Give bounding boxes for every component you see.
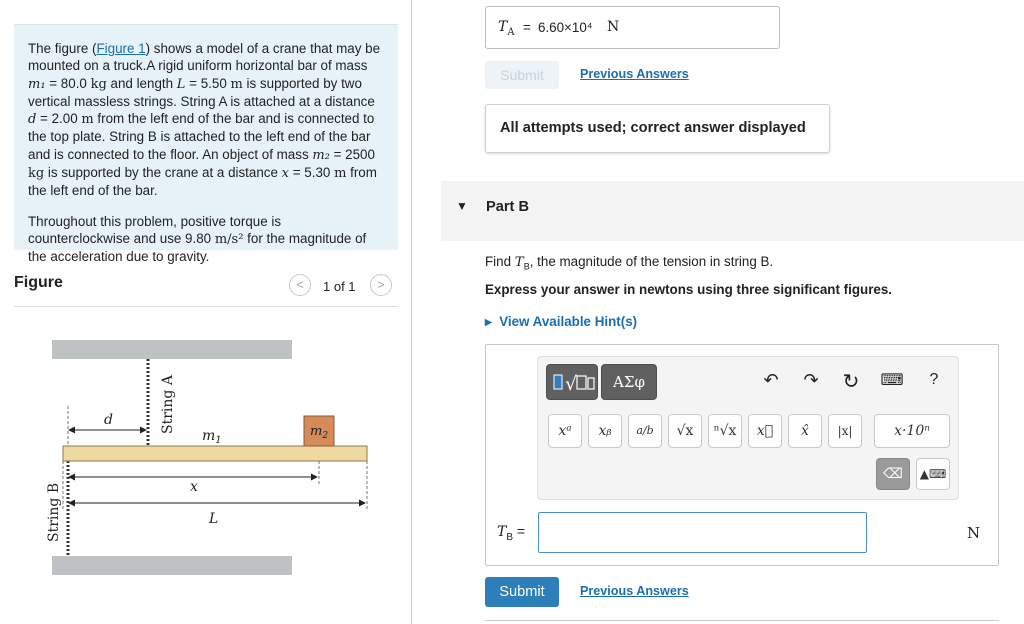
undo-icon[interactable]: ↶ <box>763 370 779 390</box>
label-x: x <box>190 479 198 495</box>
part-a-previous-answers-link[interactable]: Previous Answers <box>580 67 689 81</box>
sci-notation-button[interactable]: x·10ⁿ <box>874 414 950 448</box>
problem-paragraph-1: The figure (Figure 1) shows a model of a crane that may be mounted on a truck.A rigid uniform horizontal bar of mass m₁ = 80.0 kg and length L = 5.50 m is supported by two vertical massless strings. String A is attached at a distance d = 2.00 m from the left end of the bar and is connected to the top plate. String B is attached to the left end of the bar and is connected to the floor. An object of mass m₂ = 2500 kg is supported by the crane at a distance x = 5.30 m from the left end of the bar. <box>28 41 381 199</box>
part-b-instruction: Express your answer in newtons using three significant figures. <box>485 282 893 297</box>
part-b-submit-button[interactable]: Submit <box>485 577 559 607</box>
view-hints-link[interactable]: ▸ View Available Hint(s) <box>485 314 638 329</box>
redo-icon[interactable]: ↷ <box>803 370 819 390</box>
keyboard-icon[interactable]: ⌨ <box>880 372 904 389</box>
reset-icon[interactable]: ↻ <box>842 371 860 393</box>
next-section-edge <box>485 620 999 624</box>
backspace-button[interactable] <box>876 458 910 490</box>
part-a-answer-value: 6.60×10⁴ <box>538 20 593 35</box>
part-b-title: Part B <box>486 199 529 215</box>
backspace-icon: ⌫ <box>883 466 903 482</box>
figure-link[interactable]: Figure 1 <box>96 41 146 56</box>
crane-diagram <box>0 320 410 624</box>
keyboard-toggle-icon: ▲⌨ <box>919 467 947 481</box>
label-m2: $m_2$ <box>310 424 329 441</box>
vector-button[interactable]: x⃗ <box>748 414 782 448</box>
part-b-header[interactable] <box>441 181 1024 241</box>
part-b-input-label: $T_B$ = <box>497 523 526 543</box>
label-string-a: String A <box>160 375 176 434</box>
part-a-submit-button[interactable]: Submit <box>485 61 559 89</box>
fraction-button[interactable]: a/b <box>628 414 662 448</box>
part-a-answer-unit: N <box>607 19 620 35</box>
keyboard-toggle-button[interactable] <box>916 458 950 490</box>
part-b-unit: N <box>967 524 981 542</box>
label-d: d <box>104 412 113 428</box>
label-m1: $m_1$ <box>202 428 222 446</box>
unit-vector-button[interactable]: x̂ <box>788 414 822 448</box>
horizontal-bar <box>63 446 367 461</box>
math-toolbar <box>537 356 959 500</box>
help-icon[interactable]: ? <box>929 371 939 388</box>
part-b-answer-input[interactable] <box>538 512 867 553</box>
top-plate <box>52 340 292 359</box>
subscript-button[interactable]: xᵦ <box>588 414 622 448</box>
templates-icon <box>547 365 597 399</box>
label-string-b: String B <box>46 482 62 542</box>
figure-title: Figure <box>14 274 63 291</box>
figure-counter: 1 of 1 <box>323 279 356 294</box>
greek-symbols-button[interactable]: ΑΣφ <box>601 364 657 400</box>
panel-divider <box>411 0 412 624</box>
templates-button[interactable] <box>546 364 598 400</box>
nth-root-button[interactable]: ⁿ√x <box>708 414 742 448</box>
svg-text:√: √ <box>565 373 578 395</box>
floor-plate <box>52 556 292 575</box>
next-figure-button[interactable]: > <box>370 274 392 296</box>
superscript-button[interactable]: xᵃ <box>548 414 582 448</box>
attempts-message: All attempts used; correct answer displayed <box>485 104 830 153</box>
part-a-answer-label: $T_A$ <box>498 19 515 38</box>
abs-value-button[interactable]: |x| <box>828 414 862 448</box>
sqrt-button[interactable]: √x <box>668 414 702 448</box>
problem-paragraph-2: Throughout this problem, positive torque is counterclockwise and use 9.80 m/s² for the magnitude of the acceleration due to gravity. <box>28 213 367 265</box>
figure-header <box>14 273 398 307</box>
part-b-question: Find $T_B$, the magnitude of the tension in string B. <box>485 254 774 272</box>
caret-right-icon: ▸ <box>485 314 492 329</box>
part-a-answer-box: $T_A$ = 6.60×10⁴ N <box>485 6 780 49</box>
problem-statement <box>14 24 398 265</box>
label-L: L <box>209 511 219 527</box>
previous-figure-button[interactable]: < <box>289 274 311 296</box>
collapse-caret-icon[interactable]: ▼ <box>456 199 468 213</box>
part-b-previous-answers-link[interactable]: Previous Answers <box>580 584 689 598</box>
